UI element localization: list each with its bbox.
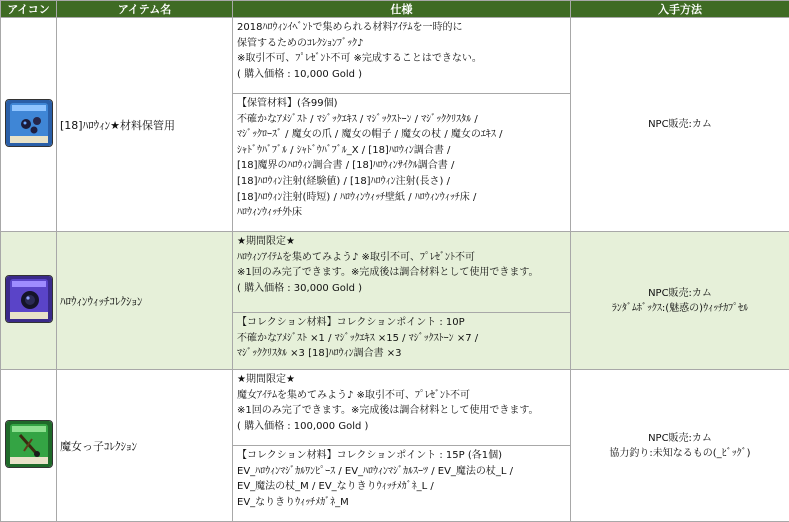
icon-cell (1, 18, 57, 232)
spec-line: ( 購入価格 : 30,000 Gold ) (237, 281, 566, 297)
spec-description (233, 232, 570, 312)
spec-line: 【コレクション材料】コレクションポイント : 10P (237, 315, 566, 331)
spec-line: ※1回のみ完了できます。※完成後は調合材料として使用できます。 (237, 265, 566, 281)
spec-line: EV_なりきりｳｨｯﾁﾒｶﾞﾈ_M (237, 495, 566, 511)
spec-line: ﾊﾛｳｨﾝｳｨｯﾁ外床 (237, 205, 566, 221)
acquire-line: NPC販売:カム (571, 286, 789, 301)
table-row (1, 232, 789, 370)
spec-line: 魔女ｱｲﾃﾑを集めてみよう♪ ※取引不可、ﾌﾟﾚｾﾞﾝﾄ不可 (237, 388, 566, 404)
spec-line: EV_ﾊﾛｳｨﾝﾏｼﾞｶﾙﾜﾝﾋﾟｰｽ / EV_ﾊﾛｳｨﾝﾏｼﾞｶﾙｽｰﾂ / EV_魔法の杖_L / (237, 464, 566, 480)
item-name: [18]ﾊﾛｳｨﾝ★材料保管用 (57, 18, 233, 232)
spec-line: ( 購入価格 : 100,000 Gold ) (237, 419, 566, 435)
spec-description (233, 370, 570, 445)
acquire-line: ﾗﾝﾀﾞﾑﾎﾞｯｸｽ:(魅惑の)ｳｨｯﾁｶﾌﾟｾﾙ (571, 301, 789, 316)
spec-line: ( 購入価格 : 10,000 Gold ) (237, 67, 566, 83)
table-header-row (1, 1, 789, 18)
acquire-cell (571, 370, 789, 522)
spec-line: ﾏｼﾞｯｸｸﾘｽﾀﾙ ×3 [18]ﾊﾛｳｨﾝ調合書 ×3 (237, 346, 566, 362)
purple-book-icon (5, 275, 53, 323)
acquire-cell (571, 18, 789, 232)
item-name: 魔女っ子ｺﾚｸｼｮﾝ (57, 370, 233, 522)
icon-cell (1, 232, 57, 370)
spec-line: [18]魔界のﾊﾛｳｨﾝ調合書 / [18]ﾊﾛｳｨﾝｻｲｸﾙ調合書 / (237, 158, 566, 174)
spec-materials (233, 445, 570, 521)
blue-book-icon (5, 99, 53, 147)
spec-cell (233, 232, 571, 370)
spec-line: [18]ﾊﾛｳｨﾝ注射(経験値) / [18]ﾊﾛｳｨﾝ注射(長さ) / (237, 174, 566, 190)
spec-materials (233, 93, 570, 231)
spec-line: [18]ﾊﾛｳｨﾝ注射(時短) / ﾊﾛｳｨﾝｳｨｯﾁ壁紙 / ﾊﾛｳｨﾝｳｨｯﾁ床 / (237, 190, 566, 206)
green-book-icon (5, 420, 53, 468)
spec-cell (233, 18, 571, 232)
spec-line: 不確かなｱﾒｼﾞｽﾄ ×1 / ﾏｼﾞｯｸｴｷｽ ×15 / ﾏｼﾞｯｸｽﾄｰﾝ ×7 / (237, 331, 566, 347)
header-item-name: アイテム名 (57, 1, 233, 18)
spec-line: 不確かなｱﾒｼﾞｽﾄ / ﾏｼﾞｯｸｴｷｽ / ﾏｼﾞｯｸｽﾄｰﾝ / ﾏｼﾞｯｸｸﾘｽﾀﾙ / (237, 112, 566, 128)
spec-line: ﾊﾛｳｨﾝｱｲﾃﾑを集めてみよう♪ ※取引不可、ﾌﾟﾚｾﾞﾝﾄ不可 (237, 250, 566, 266)
header-spec: 仕様 (233, 1, 571, 18)
acquire-line: NPC販売:カム (571, 117, 789, 132)
spec-description (233, 18, 570, 93)
spec-cell (233, 370, 571, 522)
spec-line: ★期間限定★ (237, 234, 566, 250)
spec-line: ﾏｼﾞｯｸﾛｰｽﾞ / 魔女の爪 / 魔女の帽子 / 魔女の杖 / 魔女のｴｷｽ / (237, 127, 566, 143)
acquire-cell (571, 232, 789, 370)
header-acquire: 入手方法 (571, 1, 789, 18)
item-name: ﾊﾛｳｨﾝｳｨｯﾁｺﾚｸｼｮﾝ (57, 232, 233, 370)
table-row (1, 370, 789, 522)
spec-line: EV_魔法の杖_M / EV_なりきりｳｨｯﾁﾒｶﾞﾈ_L / (237, 479, 566, 495)
spec-line: 2018ﾊﾛｳｨﾝｲﾍﾞﾝﾄで集められる材料ｱｲﾃﾑを一時的に (237, 20, 566, 36)
acquire-line: 協力釣り:未知なるもの(_ﾋﾞｯｸﾞ) (571, 446, 789, 461)
spec-line: 【コレクション材料】コレクションポイント : 15P (各1個) (237, 448, 566, 464)
acquire-line: NPC販売:カム (571, 431, 789, 446)
spec-line: ｼｬﾄﾞｳﾊﾞﾌﾞﾙ / ｼｬﾄﾞｳﾊﾞﾌﾞﾙ_X / [18]ﾊﾛｳｨﾝ調合書 / (237, 143, 566, 159)
table-row (1, 18, 789, 232)
spec-materials (233, 312, 570, 369)
spec-line: ※取引不可、ﾌﾟﾚｾﾞﾝﾄ不可 ※完成することはできない。 (237, 51, 566, 67)
spec-line: 【保管材料】(各99個) (237, 96, 566, 112)
spec-line: ※1回のみ完了できます。※完成後は調合材料として使用できます。 (237, 403, 566, 419)
spec-line: ★期間限定★ (237, 372, 566, 388)
icon-cell (1, 370, 57, 522)
header-icon: アイコン (1, 1, 57, 18)
spec-line: 保管するためのｺﾚｸｼｮﾝﾌﾞｯｸ♪ (237, 36, 566, 52)
